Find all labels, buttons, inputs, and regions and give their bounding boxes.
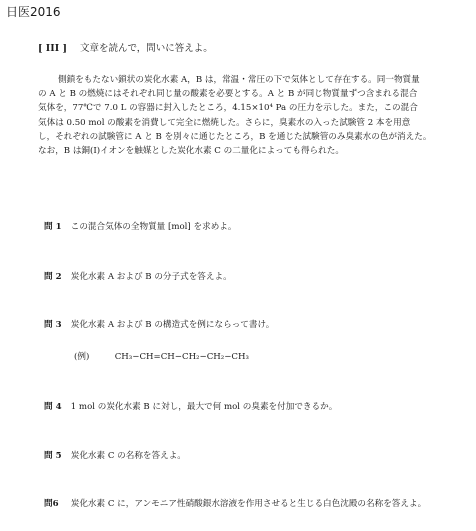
passage-line: 側鎖をもたない鎖状の炭化水素 A，B は，常温・常圧の下で気体として存在する。同一物質量 — [58, 75, 420, 85]
question-number: 問 5 — [44, 451, 62, 461]
question-number: 問 2 — [44, 272, 62, 282]
passage-line: 気体を，77℃で 7.0 L の容器に封入したところ，4.15×10⁴ Pa の圧力を示した。また，この混合 — [38, 103, 418, 114]
passage — [38, 73, 444, 158]
section-heading — [38, 40, 213, 54]
question-number: 問 3 — [44, 320, 62, 330]
structural-formula-example — [74, 350, 249, 362]
question-text: 1 mol の炭化水素 B に対し，最大で何 mol の臭素を付加できるか。 — [70, 402, 338, 412]
question-number: 問 4 — [44, 402, 62, 412]
question-number: 問6 — [44, 499, 59, 509]
section-instruction: 文章を読んで，問いに答えよ。 — [79, 43, 213, 54]
question-2 — [44, 270, 232, 282]
question-4 — [44, 400, 337, 412]
question-1 — [44, 220, 236, 232]
example-label: (例) — [74, 352, 90, 362]
question-text: 炭化水素 A および B の分子式を答えよ。 — [70, 272, 232, 282]
question-number: 問 1 — [44, 222, 62, 232]
section-number: [ III ] — [38, 43, 67, 54]
passage-line: の A と B の燃焼にはそれぞれ同じ量の酸素を必要とする。A と B が同じ物質量ずつ含まれる混合 — [38, 89, 418, 100]
question-text: 炭化水素 C に，アンモニア性硝酸銀水溶液を作用させると生じる白色沈殿の名称を答えよ。 — [70, 499, 427, 509]
passage-line: 気体は 0.50 mol の酸素を消費して完全に燃焼した。さらに，臭素水の入った試験管 2 本を用意 — [38, 117, 411, 128]
passage-line: なお，B は銅(I)イオンを触媒とした炭化水素 C の二量化によっても得られた。 — [38, 145, 344, 156]
example-formula: CH₃−CH=CH−CH₂−CH₂−CH₃ — [114, 352, 249, 362]
passage-line: し，それぞれの試験管に A と B を別々に通じたところ，B を通じた試験管のみ臭素水の色が消えた。 — [38, 131, 432, 142]
question-text: 炭化水素 C の名称を答えよ。 — [70, 451, 186, 461]
question-text: 炭化水素 A および B の構造式を例にならって書け。 — [70, 320, 275, 330]
question-text: この混合気体の全物質量 [mol] を求めよ。 — [70, 222, 237, 232]
exam-title: 日医2016 — [6, 5, 61, 19]
question-5 — [44, 449, 186, 461]
question-3 — [44, 318, 274, 330]
question-6 — [44, 497, 426, 509]
